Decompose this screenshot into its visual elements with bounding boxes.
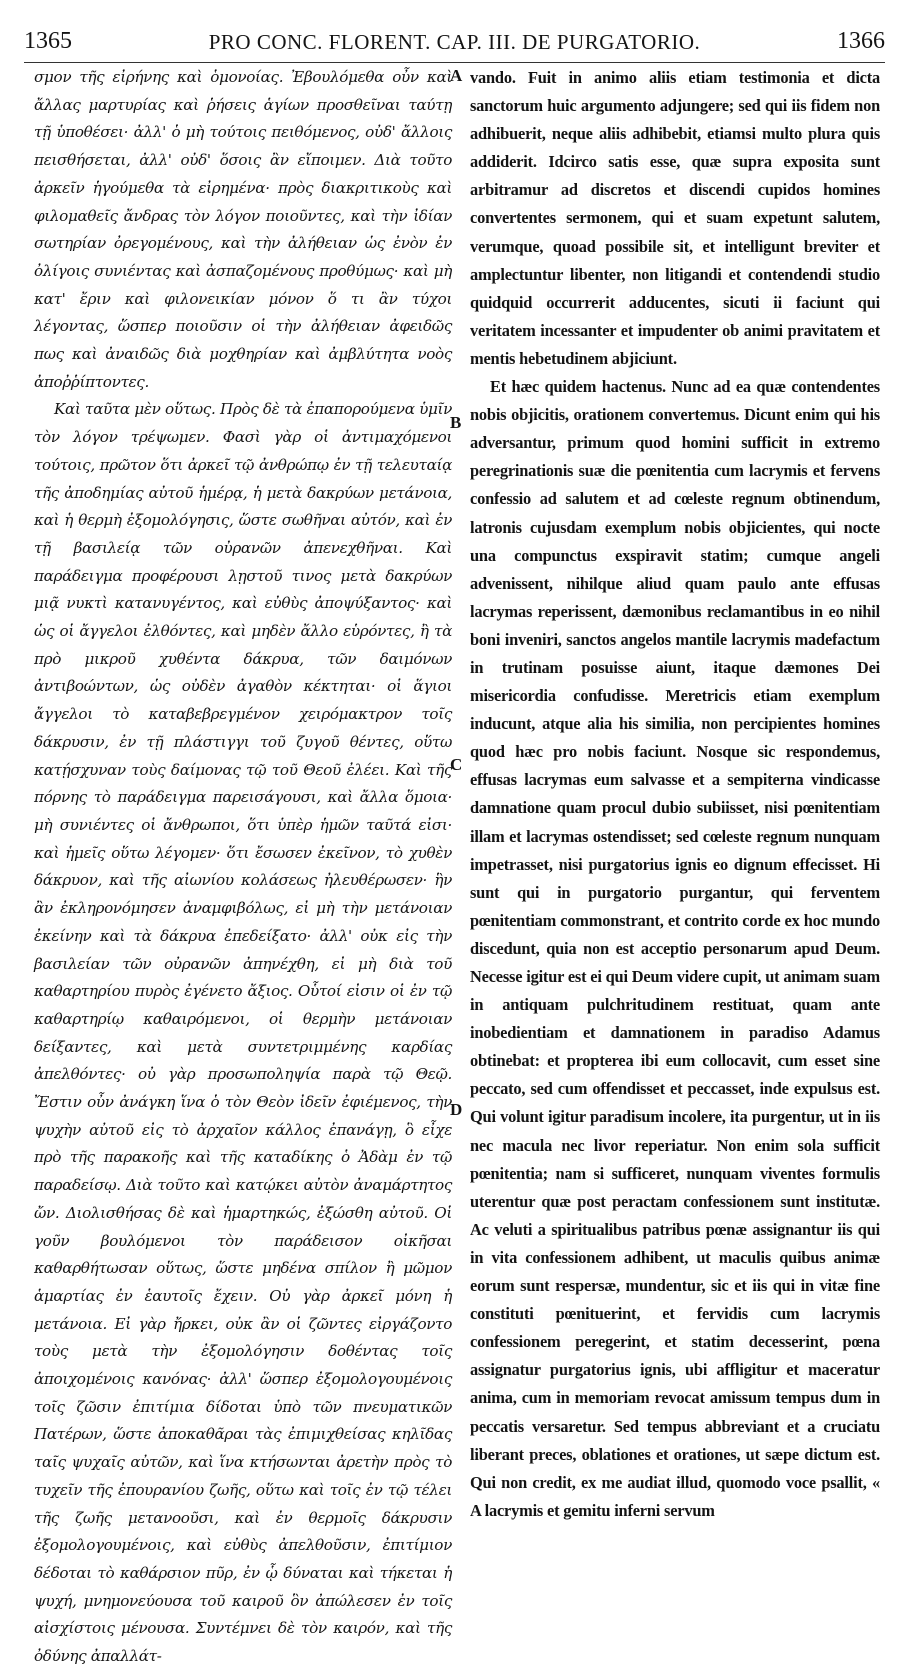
- greek-paragraph: σμον τῆς εἰρήνης καὶ ὁμονοίας. Ἐβουλόμεθα οὖν καὶ ἄλλας μαρτυρίας καὶ ῥήσεις ἁγίων προσθεῖναι ταύτῃ τῇ ὑποθέσει· ἀλλ' ὁ μὴ τούτοις πειθόμενος, οὐδ' ἄλλοις πεισθήσεται, ἀλλ' οὐδ' ὅσοις ἂν εἴποιμεν. Διὰ τοῦτο ἀρκεῖν ἡγούμεθα τὰ εἰρημένα· πρὸς διακριτικοὺς καὶ φιλομαθεῖς ἄνδρας τὸν λόγον ποιοῦντες, καὶ τὴν ἰδίαν σωτηρίαν ὀρεγομένους, καὶ τὴν ἀλήθειαν ὡς ἐνὸν ἐν ὀλίγοις συνιέντας καὶ ἀσπαζομένους προθύμως· καὶ μὴ κατ' ἔριν καὶ φιλονεικίαν μόνον ὅ τι ἂν τύχοι λέγοντας, ὥσπερ ποιοῦσιν οἱ τὴν ἀλήθειαν ἀφειδῶς πως καὶ ἀναιδῶς διὰ μοχθηρίαν καὶ ἀμβλύτητα νοὸς ἀποῤῥίπτοντες.: [34, 68, 452, 391]
- running-header: [24, 28, 885, 58]
- latin-column: [470, 64, 880, 1525]
- greek-column: [34, 64, 452, 1666]
- latin-paragraph: vando. Fuit in animo aliis etiam testimonia et dicta sanctorum huic argumento adjungere; sed qui iis fidem non adhibuerit, neque aliis adhibebit, etiamsi multo plura quis addiderit. Idcirco satis esse, quæ supra exposita sunt arbitramur ad discretos et discendi cupidos homines convertentes sermonem, qui et suam expetunt salutem, verumque, quoad possibile sit, et intelligunt breviter et amplectuntur libenter, non litigandi et contendendi studio quidquid occurrerit adducentes, sicuti ii faciunt qui veritatem incessanter et impudenter ob animi pravitatem et mentis hebetudinem abjiciunt.: [470, 68, 880, 368]
- header-rule: [24, 62, 885, 63]
- section-marker-c: C: [450, 755, 463, 774]
- section-marker-b: B: [450, 413, 462, 432]
- latin-paragraph: Et hæc quidem hactenus. Nunc ad ea quæ contendentes nobis objicitis, orationem convertemus. Dicunt enim qui his adversantur, primum quod homini sufficit in extremo peregrinationis suæ die pœnitentia cum lacrymis et fervens confessio ad salutem et ad cœleste regnum obtinendum, latronis cujusdam exemplum nobis objicientes, qui nocte una compunctus exspiravit statim; cumque angeli advenissent, nihilque aliud quam paulo ante effusas lacrymas reperissent, dæmonibus reclamantibus in eo nihil boni inveniri, sanctos angelos mantile lacrymis madefactum in trutinam posuisse aiunt, itaque dæmones Dei misericordia confudisse. Meretricis etiam exemplum inducunt, atque alia his similia, non percipientes homines quod hæc pro nobis faciunt. Nosque sic respondemus, effusas lacrymas eum salvasse et a sempiterna vindicasse damnatione quam procul dubio subiisset, nisi pœnitentiam illam et lacrymas ostendisset; sed cœleste regnum nunquam impetrasset, nisi purgatorius ignis eo dignum effecisset. Hi sunt qui in purgatorio purgantur, qui ferventem pœnitentiam commonstrant, et contrito corde ex hoc mundo discedunt, quia non est acceptio personarum apud Deum. Necesse igitur est ei qui Deum videre cupit, ut animam suam in antiquam pulchritudinem restituat, quam ante inobedientiam et damnationem in paradiso Adamus obtinebat: et propterea ibi eum collocavit, cum esset sine peccato, sed cum offendisset et peccasset, inde expulsus est. Qui volunt igitur paradisum incolere, ita purgentur, ut in iis nec macula nec livor reperiatur. Non enim sola sufficit pœnitentia; nam si sufficeret, nunquam viventes formulis uterentur quæ post peractam confessionem sunt institutæ. Ac veluti a spiritualibus patribus pœnæ assignantur iis qui in vita confessionem adhibent, ut maculis quibus animæ eorum sunt respersæ, mundentur, sic et iis qui in vitæ fine constituti pœnituerint, et fervidis cum lacrymis confessionem peregerint, et statim decesserint, pœna assignatur purgatorius ignis, ubi affligitur et maceratur anima, cum in memoriam revocat amissum tempus dum in peccatis versaretur. Sed tempus abbreviant et a cruciatu liberant preces, oblationes et orationes, ut sæpe dictum est. Qui non credit, ex me audiat illud, quomodo voce psallit, « A lacrymis et gemitu inferni servum: [470, 377, 880, 1520]
- section-marker-a: A: [450, 66, 463, 85]
- page-number-right: 1366: [837, 28, 885, 54]
- greek-paragraph: Καὶ ταῦτα μὲν οὕτως. Πρὸς δὲ τὰ ἐπαπορούμενα ὑμῖν τὸν λόγον τρέψωμεν. Φασὶ γὰρ οἱ ἀντιμαχόμενοι τούτοις, πρῶτον ὅτι ἀρκεῖ τῷ ἀνθρώπῳ ἐν τῇ τελευταίᾳ τῆς ἀποδημίας αὐτοῦ ἡμέρᾳ, ἡ μετὰ δακρύων μετάνοια, καὶ ἡ θερμὴ ἐξομολόγησις, ὥστε σωθῆναι αὐτόν, καὶ ἐν τῇ βασιλείᾳ τῶν οὐρανῶν ἀπενεχθῆναι. Καὶ παράδειγμα προφέρουσι λῃστοῦ τινος μετὰ δακρύων μιᾷ νυκτὶ κατανυγέντος, καὶ εὐθὺς ἀποψύξαντος· καὶ ὡς οἱ ἄγγελοι ἐλθόντες, καὶ μηδὲν ἄλλο εὑρόντες, ἢ τὰ πρὸ μικροῦ χυθέντα δάκρυα, τῶν δαιμόνων ἀντιβοώντων, ὡς οὐδὲν ἀγαθὸν κέκτηται· οἱ ἅγιοι ἄγγελοι τὸ καταβεβρεγμένον χειρόμακτρον τοῖς δάκρυσιν, ἐν τῇ πλάστιγγι τοῦ ζυγοῦ θέντες, οὕτω κατῄσχυναν τοὺς δαίμονας τῷ τοῦ Θεοῦ ἐλέει. Καὶ τῆς πόρνης τὸ παράδειγμα παρεισάγουσι, καὶ ἄλλα ὅμοια· μὴ συνιέντες οἱ ἄνθρωποι, ὅτι ὑπὲρ ἡμῶν ταῦτά εἰσι· καὶ ἡμεῖς οὕτω λέγομεν· ὅτι ἔσωσεν ἐκεῖνον, τὸ χυθὲν δάκρυον, καὶ τῆς αἰωνίου κολάσεως ἠλευθέρωσεν· ἣν ἂν ἐκληρονόμησεν ἀναμφιβόλως, εἰ μὴ τὴν μετάνοιαν ἐκείνην καὶ τὰ δάκρυα ἐπεδείξατο· ἀλλ' οὐκ εἰς τὴν βασιλείαν τῶν οὐρανῶν ἀπηνέχθη, εἰ μὴ διὰ τοῦ καθαρτηρίου πυρὸς ἐγένετο ἄξιος. Οὗτοί εἰσιν οἱ ἐν τῷ καθαρτηρίῳ καθαιρόμενοι, οἱ θερμὴν μετάνοιαν δείξαντες, καὶ μετὰ συντετριμμένης καρδίας ἀπελθόντες· οὐ γὰρ προσωποληψία παρὰ τῷ Θεῷ. Ἔστιν οὖν ἀνάγκη ἵνα ὁ τὸν Θεὸν ἰδεῖν ἐφιέμενος, τὴν ψυχὴν αὐτοῦ εἰς τὸ ἀρχαῖον κάλλος ἐπανάγῃ, ὃ εἶχε πρὸ τῆς παρακοῆς καὶ τῆς καταδίκης ὁ Ἀδὰμ ἐν τῷ παραδείσῳ. Διὰ τοῦτο καὶ κατῴκει αὐτὸν ἀναμάρτητος ὤν. Διολισθήσας δὲ καὶ ἡμαρτηκώς, ἐξώσθη αὐτοῦ. Οἱ γοῦν βουλόμενοι τὸν παράδεισον οἰκῆσαι καθαρθήτωσαν οὕτως, ὥστε μηδένα σπίλον ἢ μῶμον ἁμαρτίας ἐν ἑαυτοῖς ἔχειν. Οὐ γὰρ ἀρκεῖ μόνη ἡ μετάνοια. Εἰ γὰρ ἤρκει, οὐκ ἂν οἱ ζῶντες εἰργάζοντο τοὺς μετὰ τὴν ἐξομολόγησιν δοθέντας τοῖς ἀποιχομένοις κανόνας· ἀλλ' ὥσπερ ἐξομολογουμένοις τοῖς ζῶσιν ἐπιτίμια δίδοται ὑπὸ τῶν πνευματικῶν Πατέρων, ὥστε ἀποκαθᾶραι τὰς ἐπιμιχθείσας κηλῖδας ταῖς ψυχαῖς αὐτῶν, καὶ ἵνα κτήσωνται ἀρετὴν πρὸς τὸ τυχεῖν τῆς ἐπουρανίου ζωῆς, οὕτω καὶ τοῖς ἐν τῷ τέλει τῆς ζωῆς μετανοοῦσι, καὶ ἐν θερμοῖς δάκρυσιν ἐξομολογουμένοις, καὶ εὐθὺς ἀπελθοῦσιν, ἐπιτίμιον δέδοται τὸ καθάρσιον πῦρ, ἐν ᾧ δύναται καὶ τήκεται ἡ ψυχή, μνημονεύουσα τοῦ καιροῦ ὃν ἀπώλεσεν ἐν τοῖς αἰσχίστοις μένουσα. Συντέμνει δὲ τὸν καιρόν, καὶ τῆς ὀδύνης ἀπαλλάτ-: [34, 400, 452, 1666]
- page-number-left: 1365: [24, 28, 72, 54]
- section-marker-d: D: [450, 1100, 463, 1119]
- running-title: PRO CONC. FLORENT. CAP. III. DE PURGATORIO.: [208, 30, 701, 54]
